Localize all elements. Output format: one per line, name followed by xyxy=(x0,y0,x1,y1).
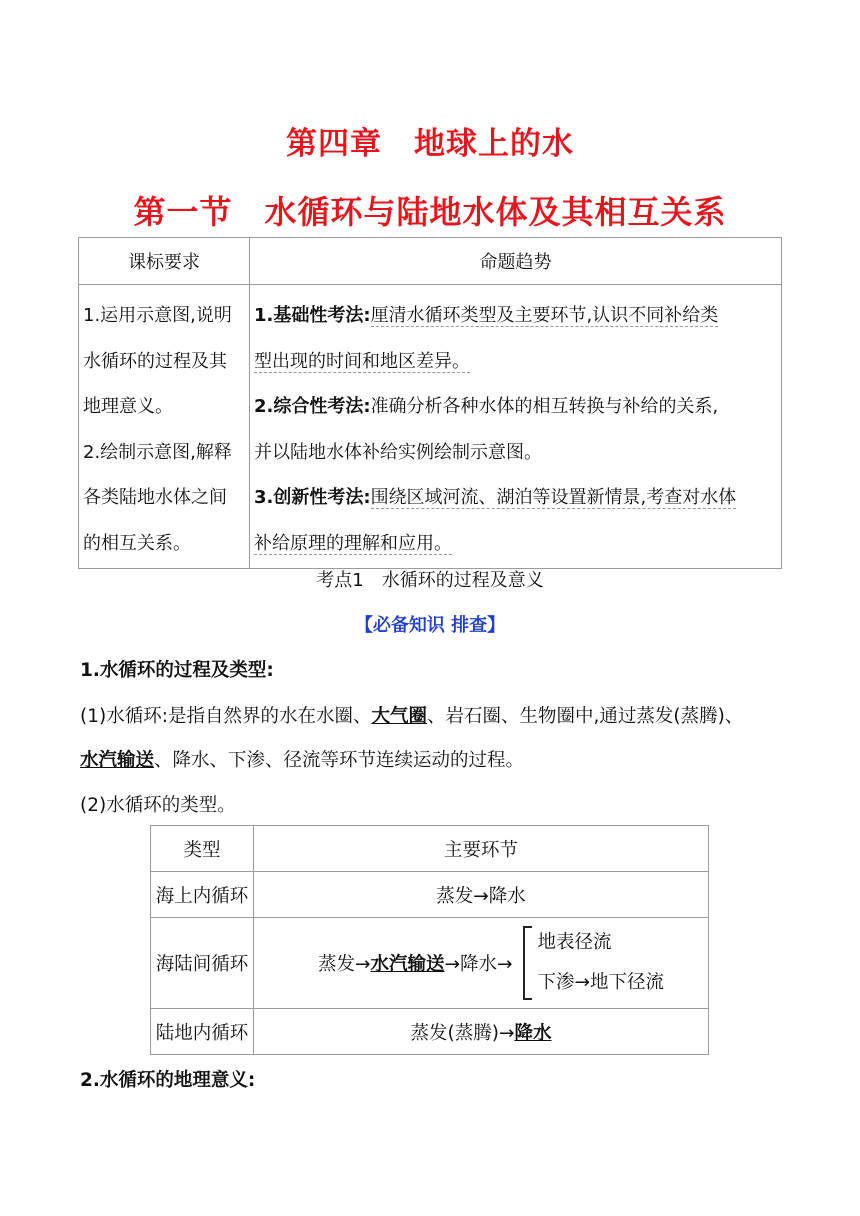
trend-line: 3.创新性考法:围绕区域河流、湖泊等设置新情景,考查对水体 xyxy=(254,487,737,508)
exam-point-heading: 考点1 水循环的过程及意义 xyxy=(316,570,544,591)
curriculum-table xyxy=(78,237,782,569)
cycle-type: 海上内循环 xyxy=(151,872,254,918)
req-line: 1.运用示意图,说明 xyxy=(83,305,232,326)
paragraph: 水汽输送、降水、下渗、径流等环节连续运动的过程。 xyxy=(80,750,525,771)
trend-line: 1.基础性考法:厘清水循环类型及主要环节,认识不同补给类 xyxy=(254,305,719,326)
branch-groundwater: 下渗→地下径流 xyxy=(537,972,665,993)
table-header-row xyxy=(79,238,782,285)
header-steps: 主要环节 xyxy=(254,826,709,872)
trend-lead: 3.创新性考法: xyxy=(254,487,371,508)
req-line: 的相互关系。 xyxy=(83,532,191,554)
subsection-heading: 2.水循环的地理意义: xyxy=(80,1070,256,1091)
trend-line: 并以陆地水体补给实例绘制示意图。 xyxy=(254,441,542,463)
proposition-trends xyxy=(250,285,782,569)
header-type: 类型 xyxy=(151,826,254,872)
trend-line: 型出现的时间和地区差异。 xyxy=(254,350,470,372)
cycle-type: 陆地内循环 xyxy=(151,1009,254,1055)
trend-lead: 2.综合性考法: xyxy=(254,396,371,417)
section-title: 第一节 水循环与陆地水体及其相互关系 xyxy=(133,193,727,231)
answer-blank: 大气圈 xyxy=(371,706,427,727)
chapter-title: 第四章 地球上的水 xyxy=(286,126,574,162)
header-curriculum: 课标要求 xyxy=(79,238,250,285)
req-line: 2.绘制示意图,解释 xyxy=(83,441,232,463)
water-cycle-types-table xyxy=(150,825,709,1055)
trend-line: 2.综合性考法:准确分析各种水体的相互转换与补给的关系, xyxy=(254,396,719,417)
subsection-heading: 1.水循环的过程及类型: xyxy=(80,660,274,681)
table-row xyxy=(151,1009,709,1055)
trend-line: 补给原理的理解和应用。 xyxy=(254,532,452,554)
trend-lead: 1.基础性考法: xyxy=(254,305,371,326)
branch-surface-runoff: 地表径流 xyxy=(537,932,612,953)
cycle-type: 海陆间循环 xyxy=(151,918,254,1009)
req-line: 水循环的过程及其 xyxy=(83,350,227,372)
table-row xyxy=(79,285,782,569)
cycle-steps: 蒸发→ 水汽输送 →降水→ 地表径流 下渗→地下径流 xyxy=(254,918,709,1009)
cycle-steps: 蒸发→降水 xyxy=(254,872,709,918)
paragraph: (2)水循环的类型。 xyxy=(80,795,236,816)
req-line: 地理意义。 xyxy=(83,396,173,417)
knowledge-review-label: 【必备知识 排查】 xyxy=(354,615,506,636)
answer-blank: 水汽输送 xyxy=(370,954,445,975)
bracket-icon xyxy=(523,926,532,1000)
paragraph: (1)水循环:是指自然界的水在水圈、大气圈、岩石圈、生物圈中,通过蒸发(蒸腾)、 xyxy=(80,706,744,727)
table-row xyxy=(151,872,709,918)
req-line: 各类陆地水体之间 xyxy=(83,487,227,508)
answer-blank: 水汽输送 xyxy=(80,750,155,771)
header-trend: 命题趋势 xyxy=(250,238,782,285)
table-row xyxy=(151,918,709,1009)
answer-blank: 降水 xyxy=(514,1022,552,1044)
curriculum-requirements xyxy=(79,285,250,569)
cycle-steps: 蒸发(蒸腾)→降水 xyxy=(254,1009,709,1055)
table-header-row xyxy=(151,826,709,872)
